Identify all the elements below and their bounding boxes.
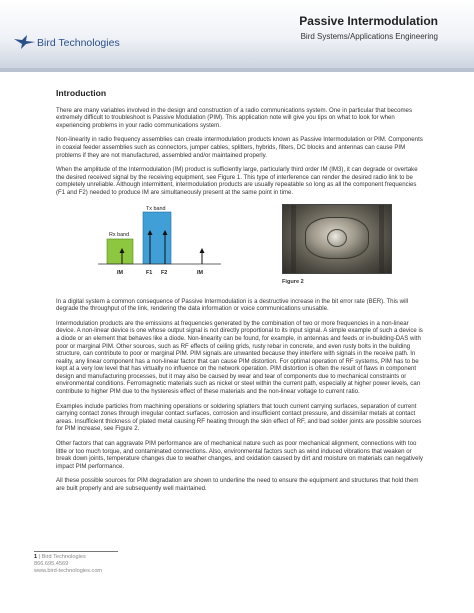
paragraph: Non-linearity in radio frequency assemblies can create intermodulation products known as Passive Intermodulation or PIM. Components in coaxial feeder assemblies such as connectors, jumper cables, splitters, hybrids, filters, DC blocks and antennas can cause PIM problems if they are not manufactured, assembled and/or maintained properly. xyxy=(56,136,423,159)
tx-band-bar xyxy=(143,212,171,264)
photo-detail xyxy=(327,229,347,247)
page-footer xyxy=(34,551,454,575)
logo-text: Bird Technologies xyxy=(37,37,120,49)
bird-icon xyxy=(13,33,37,51)
x-label-im-left: IM xyxy=(117,269,123,276)
photo-detail xyxy=(291,205,296,274)
intermodulation-diagram xyxy=(56,204,256,288)
rx-band-bar xyxy=(107,239,133,264)
x-label-f2: F2 xyxy=(161,269,168,276)
paragraph: Intermodulation products are the emissions at frequencies generated by the combination of two or more frequencies in a non-linear device. A non-linear device is one whose output signal is not directly proportional to its input signal. A simple example of such a device is a diode or an element that behaves like a diode. Non-linearity can be found, for example, in antennas and feeds or in-building-DAS with poor or marginal PIM. Other sources, such as RF effects of ceiling grids, rusty rebar in concrete, and even rusty bolts in the building structure, can contribute to poor or marginal PIM. PIM signals are unwanted because they interfere with signals in the receive path. In reality, any linear component has a non-linear factor that can cause PIM distortion. For optimal operation of RF systems, PIM has to be kept at a very low level that has virtually no influence on the network operation. PIM distortion is often the result of flaws in component design and manufacturing processes, but it may also be caused by wear and tear of components due to mechanical constraints or environmental conditions. Ferromagnetic materials such as nickel or steel within the current path, especially at higher power levels, can contribute to higher PIM due to the hysteresis effect of these materials and the non-linear voltage to current ratio. xyxy=(56,319,423,396)
header-divider xyxy=(0,68,474,72)
rx-band-label: Rx band xyxy=(109,231,130,238)
figure-row xyxy=(56,204,424,292)
document-title: Passive Intermodulation xyxy=(299,14,438,28)
footer-company-line xyxy=(34,554,454,561)
figure-caption: Figure 2 xyxy=(282,278,304,285)
bird-logo xyxy=(13,33,123,53)
footer-company: Bird Technologies xyxy=(41,554,86,560)
footer-website-link[interactable]: www.bird-technologies.com xyxy=(34,568,103,574)
paragraph: In a digital system a common consequence of Passive Intermodulation is a destructive increase in the bit error rate (BER). This will degrade the throughput of the link, rendering the data information or voice communications unusable. xyxy=(56,297,409,313)
footer-separator: | xyxy=(37,554,42,560)
tx-band-label: Tx band xyxy=(146,205,166,212)
section-heading-introduction: Introduction xyxy=(56,88,107,98)
pim-connector-photo xyxy=(282,204,392,274)
footer-divider xyxy=(34,551,118,552)
im-arrowhead-right xyxy=(200,248,205,253)
page-header xyxy=(0,0,474,72)
footer-phone: 866.695.4569 xyxy=(34,561,69,567)
paragraph: There are many variables involved in the design and construction of a radio communications system. One in particular that becomes extremely difficult to troubleshoot is Passive Modulation (PIM). This application note will give you tips on what to look for when experiencing problems in your radio communications system. xyxy=(56,106,412,129)
document-subtitle: Bird Systems/Applications Engineering xyxy=(300,32,438,41)
document-body xyxy=(56,90,424,500)
paragraph: When the amplitude of the Intermodulation (IM) product is sufficiently large, particularly third order IM (IM3), it can degrade or overtake the desired received signal by the receiving equipment, see Figure 1. This type of interference can render the desired radio link to be completely unreliable. Although intermittent, intermodulation products are usually repeatable so long as all the component frequencies (F1 and F2) needed to produce IM are simultaneously present at the same point in time. xyxy=(56,166,418,196)
page-number: 1 xyxy=(34,554,38,560)
paragraph: All these possible sources for PIM degradation are shown to underline the need to ensure the equipment and structures that hold them are built properly and are subsequently well maintained. xyxy=(56,477,419,492)
x-label-im-right: IM xyxy=(197,269,203,276)
paragraph: Other factors that can aggravate PIM performance are of mechanical nature such as poor mechanical alignment, connections with too little or too much torque, and contaminated connections. Also, environmental factors such as wind induced vibrations that weaken or break down joints, temperature changes due to weather changes, and oxidation caused by dirt and moisture on materials can negatively impact PIM performance. xyxy=(56,440,423,470)
paragraph: Examples include particles from machining operations or soldering splatters that touch current carrying surfaces, separation of current carrying contact zones through irregular contact surfaces, corrosion and insufficient contact pressure, and dissimilar metals at contact areas. Insufficient thickness of plated metal causing RF heating through the skin effect of RF, and bad solder joints are possible sources for PIM increase, see Figure 2. xyxy=(56,402,422,433)
photo-detail xyxy=(379,205,384,274)
x-label-f1: F1 xyxy=(146,269,153,276)
